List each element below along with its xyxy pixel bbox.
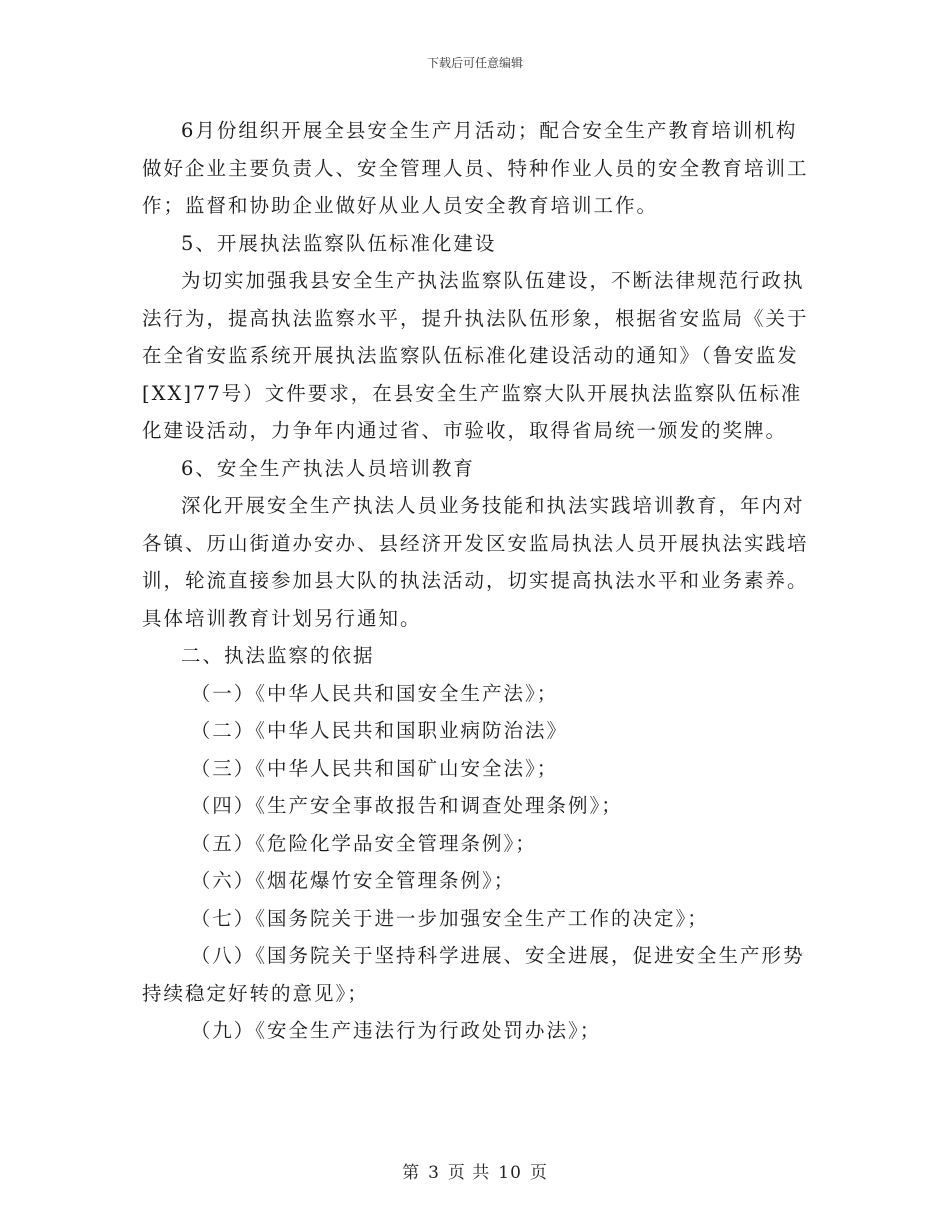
law-item-9: （九）《安全生产违法行为行政处罚办法》； bbox=[190, 1019, 602, 1042]
document-body bbox=[142, 112, 812, 1050]
section-heading-basis: 二、执法监察的依据 bbox=[181, 644, 375, 667]
law-item-7: （七）《国务院关于进一步加强安全生产工作的决定》； bbox=[190, 906, 709, 930]
paragraph-standardization: 为切实加强我县安全生产执法监察队伍建设，不断法律规范行政执法行为，提高执法监察水平，提升执法队伍形象，根据省安监局《关于在全省安监系统开展执法监察队伍标准化建设活动的通知》（鲁安监发[XX]77号）文件要求，在县安全生产监察大队开展执法监察队伍标准化建设活动，力争年内通过省、市验收，取得省局统一颁发的奖牌。 bbox=[142, 269, 809, 442]
current-page-number: 3 bbox=[428, 1163, 440, 1183]
law-item-1: （一）《中华人民共和国安全生产法》； bbox=[190, 681, 559, 705]
total-page-number: 10 bbox=[498, 1163, 522, 1183]
law-item-5: （五）《危险化学品安全管理条例》； bbox=[190, 831, 537, 855]
law-item-4: （四）《生产安全事故报告和调查处理条例》； bbox=[190, 794, 623, 817]
footer-prefix: 第 bbox=[402, 1163, 421, 1183]
law-item-2: （二）《中华人民共和国职业病防治法》 bbox=[190, 719, 569, 742]
law-item-6: （六）《烟花爆竹安全管理条例》； bbox=[190, 869, 516, 892]
page-footer bbox=[0, 1158, 950, 1183]
page-header: 下载后可任意编辑 bbox=[426, 56, 523, 70]
law-item-3: （三）《中华人民共和国矿山安全法》； bbox=[190, 756, 559, 780]
heading-item-5: 5、开展执法监察队伍标准化建设 bbox=[181, 231, 497, 255]
footer-middle: 页 共 bbox=[447, 1163, 491, 1183]
paragraph-training: 深化开展安全生产执法人员业务技能和执法实践培训教育，年内对各镇、历山街道办安办、县经济开发区安监局执法人员开展执法实践培训，轮流直接参加县大队的执法活动，切实提高执法水平和业务素养。具体培训教育计划另行通知。 bbox=[142, 494, 809, 630]
heading-item-6: 6、安全生产执法人员培训教育 bbox=[181, 456, 475, 480]
footer-suffix: 页 bbox=[529, 1163, 548, 1183]
law-item-8: （八）《国务院关于坚持科学进展、安全进展，促进安全生产形势持续稳定好转的意见》； bbox=[142, 944, 805, 1005]
paragraph-safety-month: 6月份组织开展全县安全生产月活动；配合安全生产教育培训机构做好企业主要负责人、安全管理人员、特种作业人员的安全教育培训工作；监督和协助企业做好从业人员安全教育培训工作。 bbox=[142, 119, 809, 217]
